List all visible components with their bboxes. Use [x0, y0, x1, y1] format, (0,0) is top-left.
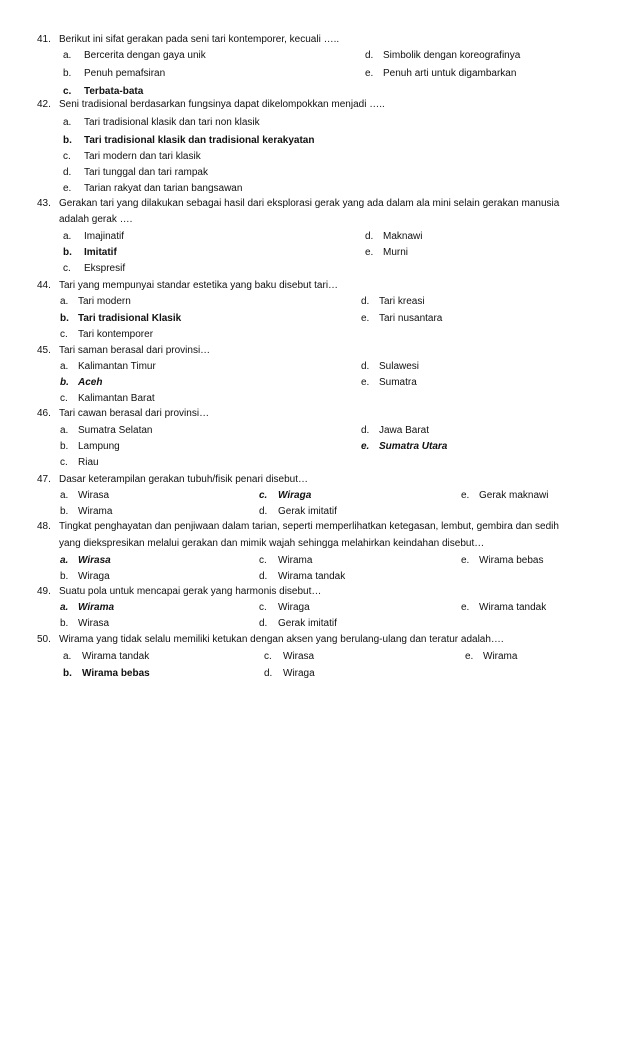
option-letter: e.: [461, 490, 470, 501]
option-text: Murni: [383, 247, 409, 258]
option-text: Tari tradisional klasik dan tari non klasik: [84, 117, 260, 128]
option-text: Wirasa: [283, 651, 315, 662]
option-text: Kalimantan Timur: [78, 361, 156, 372]
option-text: Wirama: [78, 602, 115, 613]
question-number: 42.: [37, 99, 51, 110]
option-letter: c.: [63, 263, 71, 274]
option-letter: c.: [63, 151, 71, 162]
option-text: Wirama: [483, 651, 518, 662]
option-text: Sulawesi: [379, 361, 420, 372]
option-letter: b.: [60, 441, 69, 452]
option-text: Wirama: [78, 506, 113, 517]
option-letter: a.: [60, 555, 69, 566]
option-letter: c.: [60, 457, 68, 468]
option-letter: c.: [259, 602, 267, 613]
option-letter: e.: [461, 602, 470, 613]
option-letter: c.: [63, 86, 72, 97]
option-text: Terbata-bata: [84, 86, 144, 97]
option-text: Sumatra Selatan: [78, 425, 153, 436]
option-letter: a.: [60, 425, 69, 436]
option-text: Penuh pemafsiran: [84, 68, 166, 79]
option-text: Wirasa: [78, 618, 110, 629]
option-letter: a.: [63, 50, 72, 61]
option-letter: d.: [365, 231, 374, 242]
option-text: Wiraga: [78, 571, 110, 582]
option-letter: d.: [365, 50, 374, 61]
option-text: Wiraga: [278, 602, 310, 613]
option-letter: a.: [60, 602, 69, 613]
option-text: Tari kontemporer: [78, 329, 154, 340]
option-letter: e.: [361, 377, 370, 388]
option-letter: b.: [63, 247, 72, 258]
option-text: Tari modern: [78, 296, 131, 307]
option-letter: a.: [60, 361, 69, 372]
option-letter: d.: [259, 571, 268, 582]
question-number: 48.: [37, 521, 51, 532]
question-text: Tari cawan berasal dari provinsi…: [59, 408, 210, 419]
option-letter: b.: [60, 506, 69, 517]
option-text: Jawa Barat: [379, 425, 430, 436]
option-letter: b.: [60, 571, 69, 582]
option-text: Riau: [78, 457, 99, 468]
question-number: 50.: [37, 634, 51, 645]
option-text: Lampung: [78, 441, 120, 452]
option-letter: c.: [60, 329, 68, 340]
option-letter: e.: [365, 68, 374, 79]
question-number: 45.: [37, 345, 51, 356]
option-text: Wirama bebas: [82, 668, 150, 679]
option-letter: d.: [259, 506, 268, 517]
question-text: Gerakan tari yang dilakukan sebagai hasil dari eksplorasi gerak yang ada dalam ala mini selain gerakan manusia: [59, 198, 560, 209]
option-text: Tari tunggal dan tari rampak: [84, 167, 208, 178]
question-number: 49.: [37, 586, 51, 597]
question-number: 46.: [37, 408, 51, 419]
question-text: adalah gerak ….: [59, 214, 133, 225]
option-letter: a.: [63, 117, 72, 128]
option-text: Penuh arti untuk digambarkan: [383, 68, 517, 79]
option-letter: b.: [60, 377, 69, 388]
option-text: Wiraga: [278, 490, 312, 501]
option-letter: d.: [264, 668, 273, 679]
option-letter: b.: [63, 135, 72, 146]
option-letter: c.: [264, 651, 272, 662]
question-number: 41.: [37, 34, 51, 45]
option-text: Gerak maknawi: [479, 490, 549, 501]
option-text: Wirama tandak: [82, 651, 150, 662]
option-letter: a.: [60, 296, 69, 307]
option-text: Imitatif: [84, 247, 117, 258]
option-text: Wirasa: [78, 555, 111, 566]
option-text: Gerak imitatif: [278, 618, 337, 629]
option-letter: d.: [259, 618, 268, 629]
option-text: Tarian rakyat dan tarian bangsawan: [84, 183, 243, 194]
option-letter: d.: [361, 361, 370, 372]
option-text: Wirasa: [78, 490, 110, 501]
question-number: 43.: [37, 198, 51, 209]
option-text: Sumatra: [379, 377, 417, 388]
option-text: Tari tradisional Klasik: [78, 313, 182, 324]
option-text: Wirama bebas: [479, 555, 544, 566]
question-text: Tari yang mempunyai standar estetika yang baku disebut tari…: [59, 280, 339, 291]
option-text: Wirama tandak: [479, 602, 547, 613]
option-text: Kalimantan Barat: [78, 393, 155, 404]
option-text: Gerak imitatif: [278, 506, 337, 517]
question-text: Seni tradisional berdasarkan fungsinya dapat dikelompokkan menjadi …..: [59, 99, 385, 110]
question-text: Suatu pola untuk mencapai gerak yang harmonis disebut…: [59, 586, 322, 597]
option-text: Maknawi: [383, 231, 423, 242]
option-letter: e.: [465, 651, 474, 662]
option-letter: c.: [259, 490, 268, 501]
question-text: Dasar keterampilan gerakan tubuh/fisik penari disebut…: [59, 474, 309, 485]
question-text: yang diekspresikan melalui gerakan dan mimik wajah sehingga melahirkan keindahan disebut…: [59, 538, 485, 549]
option-letter: c.: [259, 555, 267, 566]
question-text: Tari saman berasal dari provinsi…: [59, 345, 211, 356]
question-number: 44.: [37, 280, 51, 291]
option-text: Wiraga: [283, 668, 315, 679]
option-letter: b.: [60, 313, 69, 324]
option-letter: b.: [63, 668, 72, 679]
option-text: Aceh: [78, 377, 103, 388]
option-text: Ekspresif: [84, 263, 126, 274]
option-letter: b.: [63, 68, 72, 79]
option-letter: e.: [365, 247, 374, 258]
question-text: Tingkat penghayatan dan penjiwaan dalam tarian, seperti memperlihatkan ketegasan, lembut, gembira dan sedih: [59, 521, 559, 532]
option-letter: b.: [60, 618, 69, 629]
option-text: Bercerita dengan gaya unik: [84, 50, 206, 61]
option-letter: d.: [361, 425, 370, 436]
option-letter: e.: [361, 441, 370, 452]
option-letter: a.: [63, 231, 72, 242]
option-letter: d.: [361, 296, 370, 307]
option-letter: a.: [60, 490, 69, 501]
option-text: Tari kreasi: [379, 296, 425, 307]
option-letter: e.: [361, 313, 370, 324]
question-number: 47.: [37, 474, 51, 485]
question-text: Wirama yang tidak selalu memiliki ketukan dengan aksen yang berulang-ulang dan teratur adalah….: [59, 634, 504, 645]
option-text: Simbolik dengan koreografinya: [383, 50, 521, 61]
option-text: Sumatra Utara: [379, 441, 448, 452]
option-text: Tari tradisional klasik dan tradisional kerakyatan: [84, 135, 315, 146]
option-text: Tari nusantara: [379, 313, 443, 324]
option-letter: a.: [63, 651, 72, 662]
option-text: Wirama: [278, 555, 313, 566]
option-text: Imajinatif: [84, 231, 125, 242]
option-letter: e.: [461, 555, 470, 566]
option-text: Wirama tandak: [278, 571, 346, 582]
option-letter: d.: [63, 167, 72, 178]
question-text: Berikut ini sifat gerakan pada seni tari kontemporer, kecuali …..: [59, 34, 340, 45]
option-text: Tari modern dan tari klasik: [84, 151, 201, 162]
option-letter: e.: [63, 183, 72, 194]
option-letter: c.: [60, 393, 68, 404]
